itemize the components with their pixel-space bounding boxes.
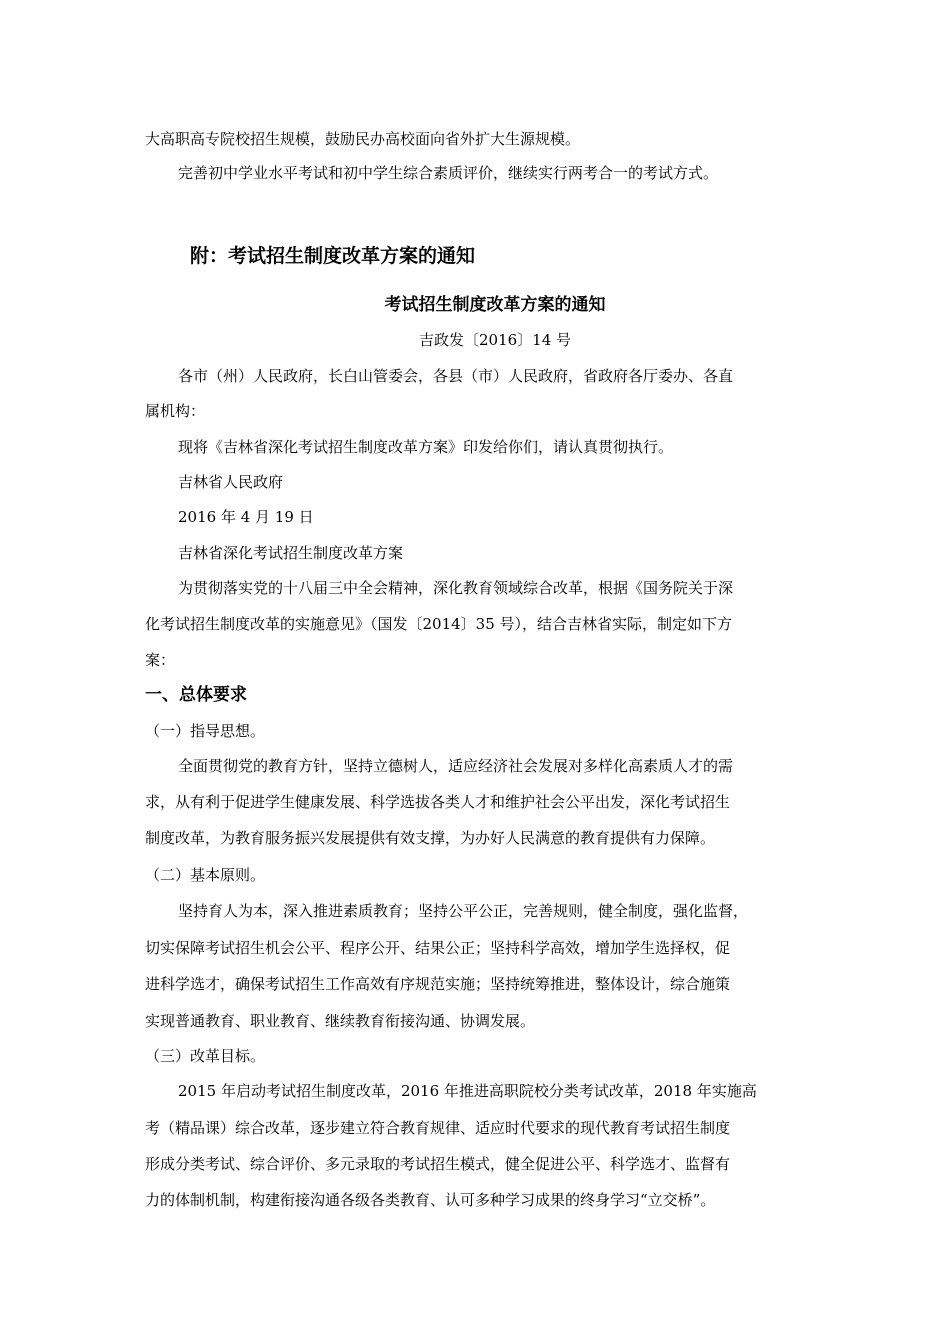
- plan-title: 吉林省深化考试招生制度改革方案: [178, 544, 404, 562]
- notice-doc-number: 吉政发〔2016〕14 号: [418, 331, 572, 349]
- paragraph-line: 坚持育人为本，深入推进素质教育；坚持公平公正，完善规则，健全制度，强化监督，: [178, 902, 749, 920]
- paragraph-line: 实现普通教育、职业教育、继续教育衔接沟通、协调发展。: [145, 1012, 536, 1030]
- notice-body: 现将《吉林省深化考试招生制度改革方案》印发给你们，请认真贯彻执行。: [178, 438, 674, 456]
- section-heading-general-requirements: 一、总体要求: [145, 685, 247, 705]
- paragraph-line: 力的体制机制，构建衔接沟通各级各类教育、认可多种学习成果的终身学习“立交桥”。: [145, 1191, 716, 1209]
- appendix-heading: 附：考试招生制度改革方案的通知: [190, 245, 476, 267]
- paragraph-line: 2015 年启动考试招生制度改革，2016 年推进高职院校分类考试改革，2018 年实施高: [178, 1082, 757, 1100]
- paragraph-line: 形成分类考试、综合评价、多元录取的考试招生模式，健全促进公平、科学选才、监督有: [145, 1155, 731, 1173]
- subsection-title-basic-principles: （二）基本原则。: [145, 866, 266, 884]
- paragraph-line: 求，从有利于促进学生健康发展、科学选拔各类人才和维护社会公平出发，深化考试招生: [145, 793, 731, 811]
- paragraph-line: 考（精品课）综合改革，逐步建立符合教育规律、适应时代要求的现代教育考试招生制度: [145, 1119, 731, 1137]
- subsection-title-reform-goals: （三）改革目标。: [145, 1047, 266, 1065]
- paragraph-line: 全面贯彻党的教育方针，坚持立德树人，适应经济社会发展对多样化高素质人才的需: [178, 757, 734, 775]
- intro-line-2: 完善初中学业水平考试和初中学生综合素质评价，继续实行两考合一的考试方式。: [178, 164, 719, 182]
- preamble-line-3: 案：: [145, 651, 176, 669]
- intro-line-1: 大高职高专院校招生规模，鼓励民办高校面向省外扩大生源规模。: [145, 130, 581, 148]
- preamble-line-1: 为贯彻落实党的十八届三中全会精神，深化教育领域综合改革，根据《国务院关于深: [178, 579, 734, 597]
- paragraph-line: 进科学选才，确保考试招生工作高效有序规范实施；坚持统筹推进，整体设计，综合施策: [145, 975, 731, 993]
- paragraph-line: 制度改革，为教育服务振兴发展提供有效支撑，为办好人民满意的教育提供有力保障。: [145, 829, 716, 847]
- notice-signer: 吉林省人民政府: [178, 473, 284, 491]
- paragraph-line: 切实保障考试招生机会公平、程序公开、结果公正；坚持科学高效，增加学生选择权，促: [145, 939, 731, 957]
- subsection-title-guiding-ideology: （一）指导思想。: [145, 722, 266, 740]
- notice-date: 2016 年 4 月 19 日: [178, 508, 314, 526]
- notice-title: 考试招生制度改革方案的通知: [384, 295, 606, 315]
- preamble-line-2: 化考试招生制度改革的实施意见》（国发〔2014〕35 号），结合吉林省实际，制定如下方: [145, 615, 733, 633]
- notice-address-line-1: 各市（州）人民政府，长白山管委会，各县（市）人民政府，省政府各厅委办、各直: [178, 367, 734, 385]
- notice-address-line-2: 属机构：: [145, 402, 206, 420]
